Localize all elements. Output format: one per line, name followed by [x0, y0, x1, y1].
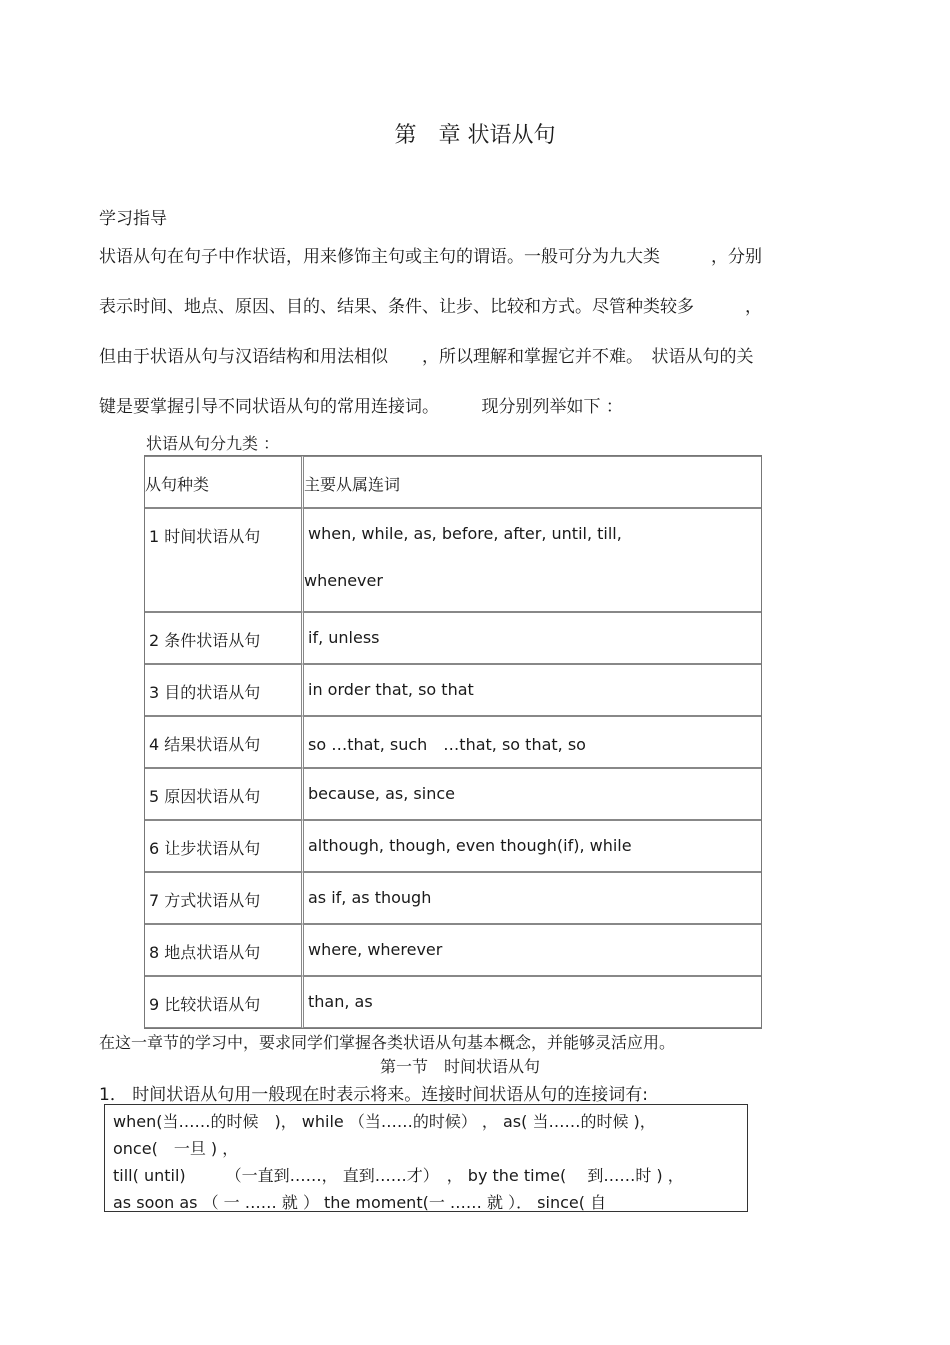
row-kind: 7 方式状语从句	[149, 891, 261, 910]
table-row	[145, 820, 761, 872]
row-kind: 5 原因状语从句	[149, 787, 261, 806]
table-row	[145, 768, 761, 820]
row-kind: 1 时间状语从句	[149, 527, 261, 546]
row-conj: because, as, since	[308, 784, 455, 803]
row-kind: 8 地点状语从句	[149, 943, 261, 962]
chapter-title: 第 章 状语从句	[394, 123, 556, 148]
table-row	[145, 664, 761, 716]
clause-types-table	[144, 455, 762, 1029]
intro-line-4: 键是要掌握引导不同状语从句的常用连接词。 现分别列举如下 ：	[99, 397, 623, 417]
row-kind: 6 让步状语从句	[149, 839, 261, 858]
row-conj: as if, as though	[308, 888, 432, 907]
row-kind: 3 目的状语从句	[149, 683, 261, 702]
conjunction-box	[104, 1104, 748, 1212]
row-conj: where, wherever	[308, 940, 443, 959]
intro-line-2: 表示时间、地点、原因、目的、结果、条件、让步、比较和方式。尽管种类较多 ，	[99, 297, 762, 317]
row-conj: than, as	[308, 992, 373, 1011]
table-row	[145, 872, 761, 924]
box-line-1: when(当……的时候 )， while （当……的时候） ， as( 当……的时候 )，	[113, 1112, 656, 1131]
row-kind: 4 结果状语从句	[149, 735, 261, 754]
table-caption: 状语从句分九类 ：	[146, 434, 280, 453]
section-title: 第一节 时间状语从句	[379, 1057, 540, 1076]
table-row	[145, 612, 761, 664]
row-conj: in order that, so that	[308, 680, 474, 699]
table-row	[145, 976, 761, 1028]
table-header-row	[145, 456, 761, 508]
row-conj: if, unless	[308, 628, 380, 647]
box-line-2: once( 一旦 ) ，	[113, 1139, 239, 1158]
intro-line-3: 但由于状语从句与汉语结构和用法相似 ，所以理解和掌握它并不难。 状语从句的关	[99, 347, 754, 367]
point-1: 1． 时间状语从句用一般现在时表示将来。连接时间状语从句的连接词有:	[99, 1085, 648, 1105]
box-line-4: as soon as （ 一 …… 就 ） the moment(一 …… 就 ）． since( 自	[113, 1193, 607, 1212]
row-conj: so …that, such …that, so that, so	[308, 735, 586, 754]
intro-line-1: 状语从句在句子中作状语，用来修饰主句或主句的谓语。一般可分为九大类 ，分别	[99, 247, 762, 267]
study-guide-heading: 学习指导	[99, 209, 167, 229]
header-conj: 主要从属连词	[304, 475, 401, 494]
row-conj: when, while, as, before, after, until, till,	[308, 524, 622, 543]
table-row	[145, 924, 761, 976]
summary-text: 在这一章节的学习中，要求同学们掌握各类状语从句基本概念，并能够灵活应用。	[99, 1033, 676, 1052]
box-line-3: till( until) （一直到……， 直到……才） ， by the time( 到……时 ) ，	[113, 1166, 684, 1185]
row-kind: 9 比较状语从句	[149, 995, 261, 1014]
row-conj-continued: whenever	[304, 571, 383, 590]
row-kind: 2 条件状语从句	[149, 631, 261, 650]
table-row	[145, 508, 761, 612]
row-conj: although, though, even though(if), while	[308, 836, 632, 855]
table-row	[145, 716, 761, 768]
header-kind: 从句种类	[145, 475, 210, 494]
